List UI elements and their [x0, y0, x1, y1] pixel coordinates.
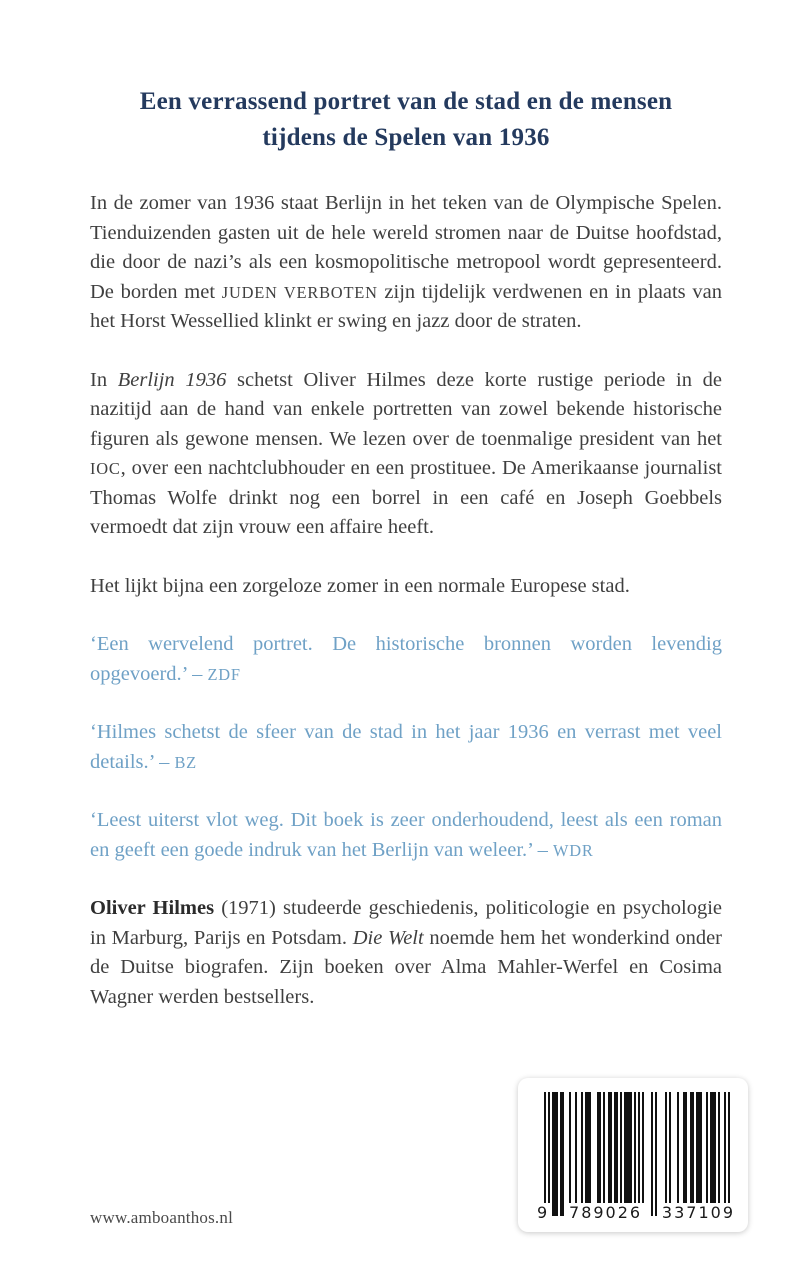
- text-segment: JUDEN VERBOTEN: [221, 282, 378, 302]
- barcode-digit-group: 9: [534, 1203, 552, 1222]
- body-paragraphs: [90, 189, 722, 1012]
- text-segment: , over een nachtclubhouder en een prostituee. De Amerikaanse journalist Thomas Wolfe drinkt nog een borrel in een café en Joseph Goebbels vermoedt dat zijn vrouw een affaire heeft.: [90, 457, 722, 538]
- barcode-bars: [544, 1092, 730, 1216]
- quote-paragraph: [90, 806, 722, 865]
- barcode-bar: [728, 1092, 730, 1216]
- quote-paragraph: [90, 718, 722, 777]
- body-paragraph: [90, 572, 722, 602]
- text-segment: Oliver Hilmes: [90, 897, 215, 919]
- text-segment: In: [90, 368, 118, 391]
- text-segment: Het lijkt bijna een zorgeloze zomer in een normale Europese stad.: [90, 574, 630, 597]
- heading-line-2: tijdens de Spelen van 1936: [262, 123, 550, 151]
- text-segment: schetst Oliver Hilmes deze korte rustige periode in de nazitijd aan de hand van enkele portretten van zowel bekende historische figuren als gewone mensen. We lezen over de toenmalige president van het: [90, 368, 722, 450]
- text-segment: ‘Een wervelend portret. De historische bronnen worden levendig opgevoerd.’ –: [90, 633, 722, 685]
- barcode-digit-group: 789026: [566, 1203, 645, 1222]
- text-segment: Berlijn 1936: [117, 368, 227, 391]
- cover-heading: [90, 84, 722, 155]
- text-segment: In de zomer van 1936 staat Berlijn in het teken van de Olympische Spelen. Tienduizenden gasten uit de hele wereld stromen naar de Duitse hoofdstad, die door de nazi’s als een kosmopolitische metropool wordt gepresenteerd. De borden met: [90, 192, 722, 303]
- quote-paragraph: [90, 630, 722, 689]
- bio-paragraph: [90, 894, 722, 1012]
- text-segment: Die Welt: [352, 926, 424, 949]
- body-paragraph: [90, 366, 722, 543]
- text-segment: noemde hem het wonderkind onder de Duitse biografen. Zijn boeken over Alma Mahler-Werfel en Cosima Wagner werden bestsellers.: [90, 926, 722, 1008]
- barcode-digit-group: 337109: [659, 1203, 738, 1222]
- text-segment: (1971) studeerde geschiedenis, politicologie en psychologie in Marburg, Parijs en Potsdam.: [90, 897, 722, 949]
- text-segment: WDR: [552, 840, 594, 860]
- body-paragraph: [90, 189, 722, 337]
- text-segment: ‘Hilmes schetst de sfeer van de stad in het jaar 1936 en verrast met veel details.’ –: [90, 721, 722, 773]
- text-segment: IOC: [90, 459, 121, 478]
- text-segment: BZ: [174, 752, 197, 772]
- text-segment: zijn tijdelijk verdwenen en in plaats van het Horst Wessellied klinkt er swing en jazz door de straten.: [90, 280, 722, 332]
- barcode-digits: [534, 1203, 738, 1222]
- text-segment: ‘Leest uiterst vlot weg. Dit boek is zeer onderhoudend, leest als een roman en geeft een goede indruk van het Berlijn van weleer.’ –: [90, 809, 722, 861]
- publisher-website: www.amboanthos.nl: [90, 1208, 234, 1227]
- heading-line-1: Een verrassend portret van de stad en de mensen: [139, 88, 673, 115]
- barcode-label: [518, 1078, 748, 1232]
- text-segment: ZDF: [207, 664, 241, 684]
